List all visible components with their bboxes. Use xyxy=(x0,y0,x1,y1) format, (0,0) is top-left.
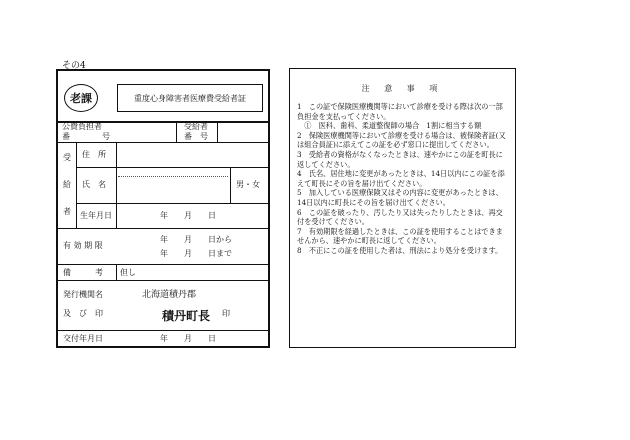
side-label-char: 者 xyxy=(63,207,71,216)
issuer-label: 発行機関名 xyxy=(63,290,103,299)
note-item: 5 加入している医療保険又はその内容に変更があったときは、14日以内に町長にその旨を届け出てください。 xyxy=(297,188,503,207)
dotted-guide xyxy=(118,176,228,177)
divider xyxy=(58,280,268,281)
divider xyxy=(116,142,117,228)
notes-panel xyxy=(289,68,516,348)
divider xyxy=(176,121,177,142)
recipient-certificate-card xyxy=(56,69,270,348)
divider xyxy=(58,142,268,143)
divider xyxy=(217,121,218,142)
divider xyxy=(116,264,117,280)
note-item: 7 有効期限を経過したときは、この証を使用することはできませんから、速やかに町長に返してください。 xyxy=(297,226,503,246)
payer-number-label-2: 番 号 xyxy=(62,132,110,141)
gender-label: 男・女 xyxy=(236,180,260,189)
seal-char: 印 xyxy=(222,309,230,318)
recipient-number-label-2: 番 号 xyxy=(184,132,208,141)
certificate-title: 重度心身障害者医療費受給者証 xyxy=(117,84,263,112)
note-item: 1 この証で保険医療機関等において診療を受ける際は次の一部負担金を支払ってください。 xyxy=(297,102,503,121)
name-label: 氏 名 xyxy=(82,180,106,189)
issue-date-value: 年 月 日 xyxy=(160,334,216,343)
issue-date-label: 交付年月日 xyxy=(63,334,103,343)
birthdate-label: 生年月日 xyxy=(80,211,112,220)
note-item: 2 保険医療機関等において診療を受ける場合は、被保険者証(又は組合員証)に添えてこの証を必ず窓口に提出してください。 xyxy=(297,130,506,150)
note-item: ① 医科、歯科、柔道整復師の場合 1割に相当する額 xyxy=(297,121,482,131)
birthdate-value: 年 月 日 xyxy=(160,211,216,220)
divider xyxy=(76,203,268,204)
recipient-number-label: 受給者 xyxy=(184,122,208,131)
payer-number-label: 公費負担者 xyxy=(62,122,102,131)
divider xyxy=(76,167,268,168)
department-seal: 老課 xyxy=(64,84,98,112)
remarks-label: 備 考 xyxy=(63,268,103,277)
seal-label: 及 び 印 xyxy=(63,309,103,318)
note-item: 6 この証を破ったり、汚したり又は失ったりしたときは、再交付を受けてください。 xyxy=(297,207,503,227)
remarks-value: 但し xyxy=(120,268,136,277)
note-item: 3 受給者の資格がなくなったときは、速やかにこの証を町長に返してください。 xyxy=(297,149,503,169)
notes-list xyxy=(297,102,508,256)
note-item: 8 不正にこの証を使用した者は、刑法により処分を受けます。 xyxy=(297,245,503,255)
notes-title: 注 意 事 項 xyxy=(361,84,444,93)
validity-label: 有 効 期 限 xyxy=(63,241,103,250)
divider xyxy=(76,142,77,228)
side-label-char: 受 xyxy=(63,153,71,162)
town-mayor-name: 積丹町長 xyxy=(162,309,211,323)
note-item: 4 氏名、居住地に変更があったときは、14日以内にこの証を添えて町長にその旨を届け出てください。 xyxy=(297,169,505,188)
side-label-char: 給 xyxy=(63,180,71,189)
validity-to: 年 月 日まで xyxy=(160,249,232,258)
issuer-value: 北海道積丹郡 xyxy=(142,290,197,300)
form-number: その4 xyxy=(62,61,86,71)
divider xyxy=(58,228,268,229)
validity-from: 年 月 日から xyxy=(160,235,232,244)
divider xyxy=(58,264,268,265)
divider xyxy=(58,330,268,331)
address-label: 住 所 xyxy=(82,150,106,159)
divider xyxy=(230,167,231,203)
